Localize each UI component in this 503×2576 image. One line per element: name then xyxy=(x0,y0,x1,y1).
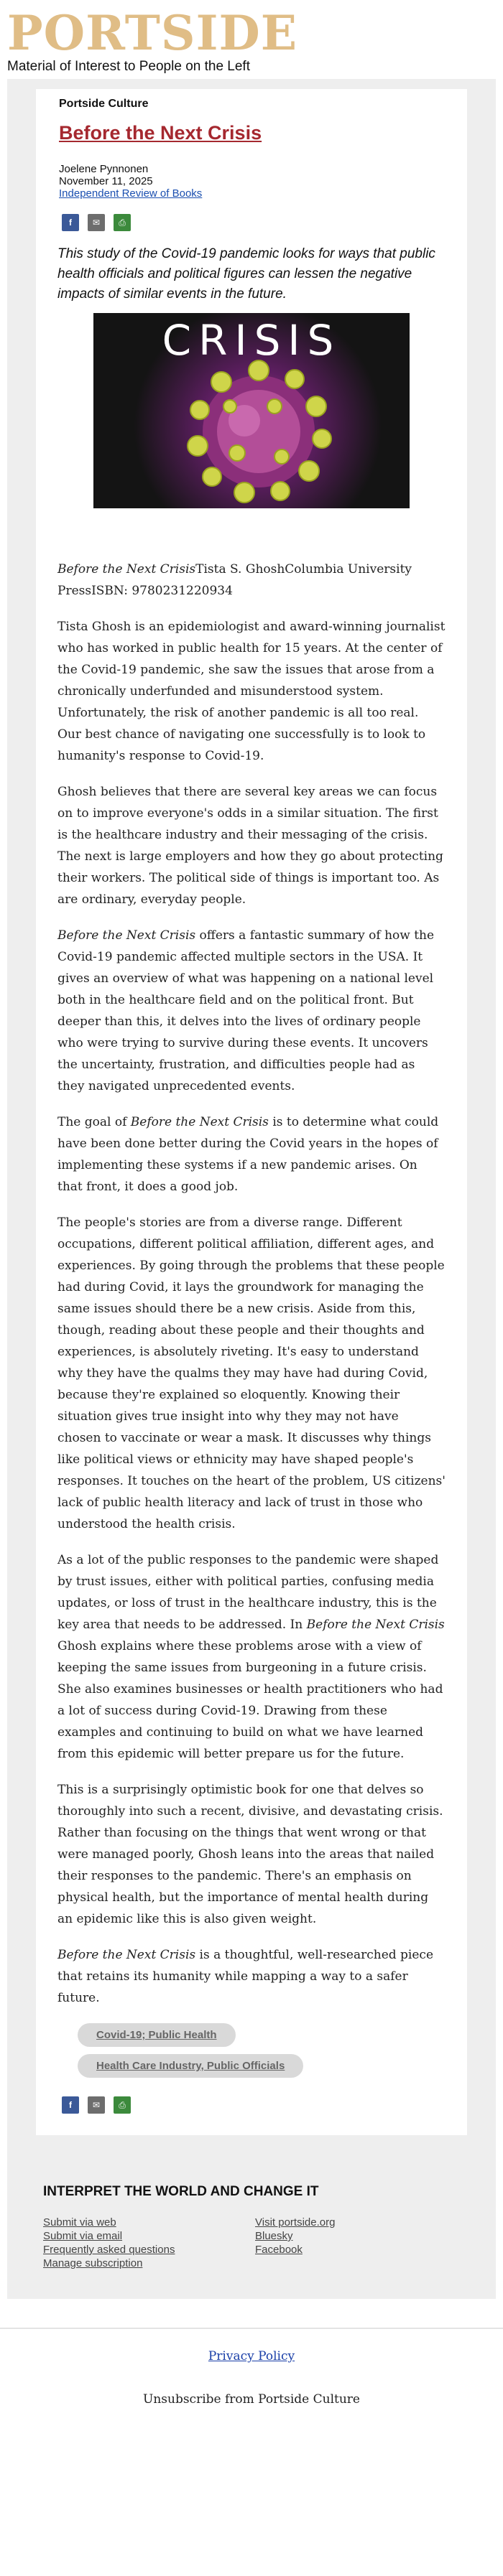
paragraph: Before the Next Crisis is a thoughtful, well-researched piece that retains its humanity while mapping a way to a safer future. xyxy=(57,1948,434,2005)
article-meta xyxy=(59,163,446,200)
footer-links-right xyxy=(255,2216,467,2270)
faq-link[interactable]: Frequently asked questions xyxy=(43,2244,175,2256)
tag-pill[interactable]: Health Care Industry, Public Officials xyxy=(78,2054,303,2078)
paragraph: Before the Next Crisis offers a fantastic summary of how the Covid-19 pandemic affected multiple sectors in the USA. It gives an overview of what was happening on a national level both in the healthcare field and on the political front. But deeper than this, it delves into the lives of ordinary people who were trying to survive during these events. It uncovers the uncertainty, frustration, and difficulties people had as they navigated unprecedented events. xyxy=(57,928,435,1093)
print-icon: ⎙ xyxy=(119,2099,126,2110)
facebook-share-button[interactable] xyxy=(62,214,79,231)
hero-image xyxy=(93,313,410,508)
article-body xyxy=(57,559,446,2009)
print-button[interactable] xyxy=(114,2096,131,2114)
paragraph: The goal of Before the Next Crisis is to determine what could have been done better during the Covid years in the hopes of implementing these systems if a new pandemic arises. On that front, it does a good job. xyxy=(57,1115,439,1194)
paragraph: As a lot of the public responses to the pandemic were shaped by trust issues, either with political parties, confusing media updates, or loss of trust in the healthcare industry, this is the key area that needs to be addressed. In Before the Next Crisis Ghosh explains where these problems arose with a view of keeping the same issues from burgeoning in a future crisis. She also examines businesses or health practitioners who had a lot of success during Covid-19. Drawing from these examples and continuing to build on what we have learned from this epidemic will better prepare us for the future. xyxy=(57,1553,445,1761)
footer-heading: INTERPRET THE WORLD AND CHANGE IT xyxy=(43,2184,319,2199)
print-icon: ⎙ xyxy=(119,217,126,228)
section-label: Portside Culture xyxy=(59,98,149,110)
email-share-button[interactable] xyxy=(88,214,105,231)
author: Joelene Pynnonen xyxy=(59,163,149,175)
paragraph: Ghosh believes that there are several key areas we can focus on to improve everyone's odds in a similar situation. The first is the healthcare industry and their messaging of the crisis. The next is large employers and how they go about protecting their workers. The political side of things is important too. As are ordinary, everyday people. xyxy=(57,785,443,907)
bottom-links xyxy=(0,2349,503,2407)
facebook-link[interactable]: Facebook xyxy=(255,2244,303,2256)
footer xyxy=(7,2150,496,2299)
submit-web-link[interactable]: Submit via web xyxy=(43,2216,116,2229)
divider xyxy=(0,2328,503,2329)
email-icon: ✉ xyxy=(92,218,101,228)
paragraph: The people's stories are from a diverse range. Different occupations, different political affiliation, different ages, and experiences. By going through the problems that these people had during Covid, it lays the groundwork for managing the same issues should there be a new crisis. Aside from this, though, reading about these people and their thoughts and experiences, is absolutely riveting. It's easy to understand why they have the qualms they may have had during Covid, because they're explained so eloquently. Knowing their situation gives true insight into why they may not have chosen to vaccinate or wear a mask. It discusses why things like political views or ethnicity may have shaped people's responses. It touches on the heart of the problem, US citizens' lack of public health literacy and lack of trust in those who understood the health crisis. xyxy=(57,1215,446,1531)
facebook-icon: f xyxy=(69,218,72,228)
facebook-share-button[interactable] xyxy=(62,2096,79,2114)
tag-pill[interactable]: Covid-19; Public Health xyxy=(78,2023,236,2047)
share-row-bottom xyxy=(62,2096,446,2114)
facebook-icon: f xyxy=(69,2100,72,2110)
email-icon: ✉ xyxy=(92,2100,101,2110)
privacy-policy-link[interactable]: Privacy Policy xyxy=(208,2349,295,2363)
bluesky-link[interactable]: Bluesky xyxy=(255,2230,293,2242)
share-row-top xyxy=(62,214,446,231)
print-button[interactable] xyxy=(114,214,131,231)
publish-date: November 11, 2025 xyxy=(59,175,153,187)
article-card xyxy=(36,89,467,2135)
manage-subscription-link[interactable]: Manage subscription xyxy=(43,2257,143,2269)
masthead xyxy=(0,0,503,79)
article-title-link[interactable]: Before the Next Crisis xyxy=(59,122,262,144)
source-link[interactable]: Independent Review of Books xyxy=(59,187,203,200)
footer-links-left xyxy=(43,2216,255,2270)
paragraph: This is a surprisingly optimistic book for one that delves so thoroughly into such a recent, divisive, and devastating crisis. Rather than focusing on the things that went wrong or that were managed poorly, Ghosh leans into the areas that nailed their responses to the pandemic. There's an emphasis on physical health, but the importance of mental health during an epidemic like this is also given weight. xyxy=(57,1783,443,1926)
visit-portside-link[interactable]: Visit portside.org xyxy=(255,2216,336,2229)
book-info: Before the Next CrisisTista S. GhoshColumbia University PressISBN: 9780231220934 xyxy=(57,562,412,598)
article-summary: This study of the Covid-19 pandemic looks for ways that public health officials and political figures can lessen the negative impacts of similar events in the future. xyxy=(57,246,435,302)
submit-email-link[interactable]: Submit via email xyxy=(43,2230,123,2242)
article-wrapper xyxy=(7,79,496,2150)
tag-list xyxy=(78,2023,446,2085)
paragraph: Tista Ghosh is an epidemiologist and award-winning journalist who has worked in public health for 15 years. At the center of the Covid-19 pandemic, she saw the issues that arose from a chronically underfunded and misunderstood system. Unfortunately, the risk of another pandemic is all too real. Our best chance of navigating one successfully is to look to humanity's response to Covid-19. xyxy=(57,620,446,763)
portside-logo[interactable]: PORTSIDE xyxy=(7,5,297,61)
email-share-button[interactable] xyxy=(88,2096,105,2114)
virus-particle xyxy=(188,360,331,503)
footer-inner xyxy=(36,2184,467,2270)
footer-links xyxy=(43,2216,467,2270)
hero-caption-word: CRISIS xyxy=(162,316,341,365)
tagline: Material of Interest to People on the Left xyxy=(7,59,250,74)
unsubscribe-link[interactable]: Unsubscribe from Portside Culture xyxy=(143,2392,360,2407)
